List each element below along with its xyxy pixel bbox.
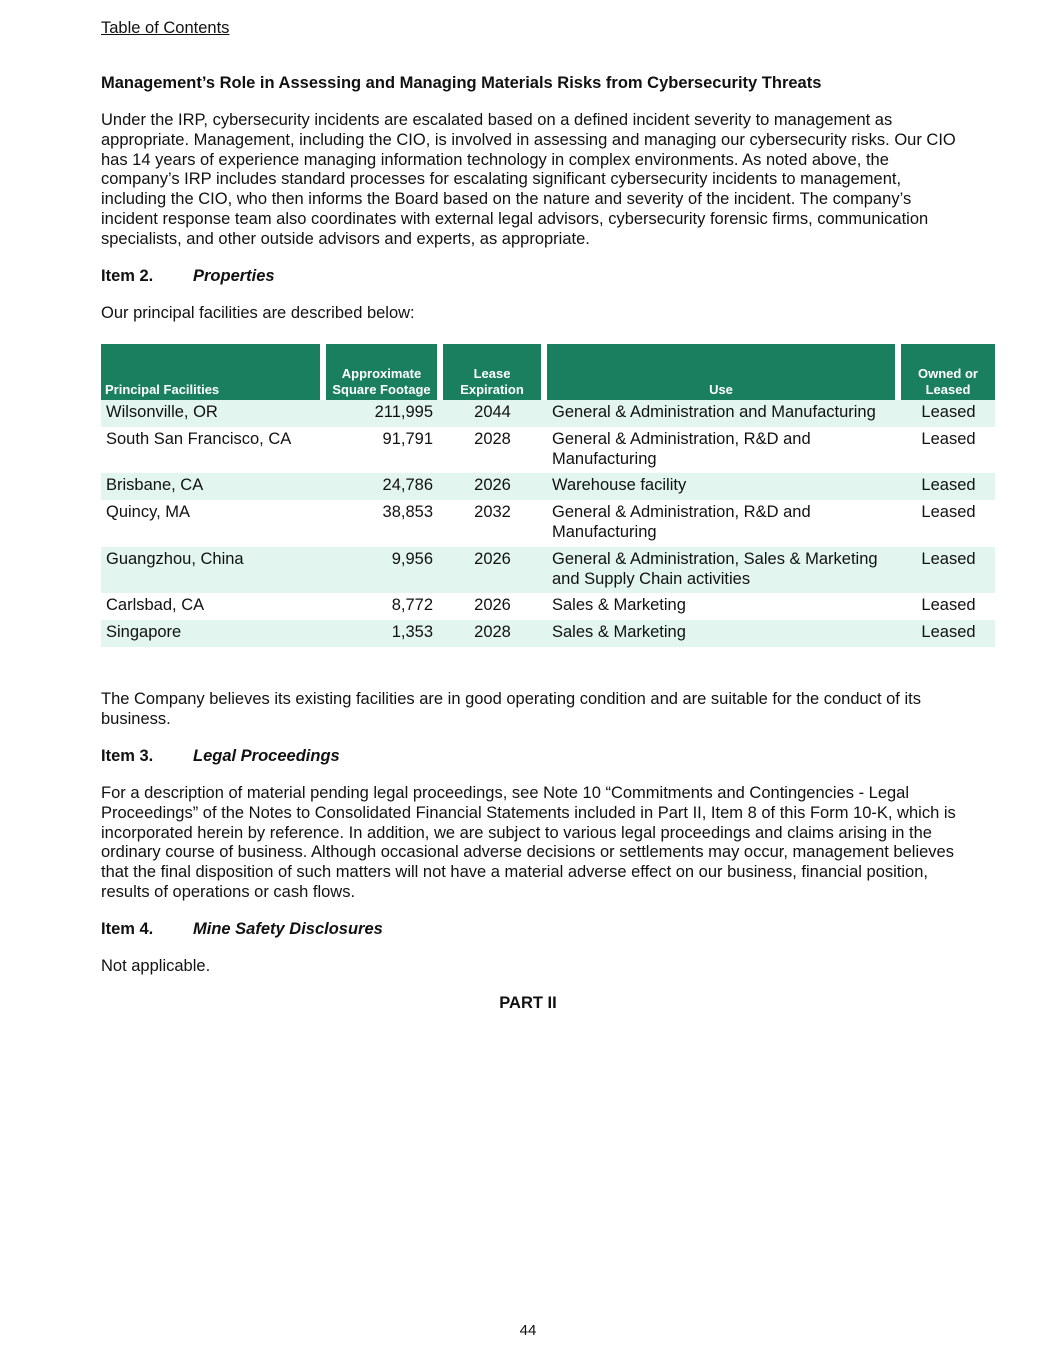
table-row [101,400,995,427]
use-cell: General & Administration, R&D and Manufacturing [552,503,811,541]
sqft-cell: 8,772 [391,596,433,615]
use-cell: General & Administration, R&D and Manufacturing [552,429,811,468]
item-4-heading [101,920,383,939]
management-role-paragraph: Under the IRP, cybersecurity incidents are escalated based on a defined incident severity to management as appropriate. Management, including the CIO, is involved in assessing and managing our cybersecurity risks. Our CIO has 14 years of experience managing information technology in complex environments. As noted above, the company’s IRP includes standard processes for escalating significant cybersecurity incidents to management, including the CIO, who then informs the Board based on the nature and severity of the incident. The company’s incident response team also coordinates with external legal advisors, cybersecurity forensic firms, communication specialists, and other outside advisors and experts, as appropriate. [101,111,956,248]
facility-cell: Guangzhou, China [101,547,326,594]
sqft-cell: 1,353 [326,620,443,647]
owned-cell: Leased [901,620,995,647]
sqft-cell: 38,853 [382,503,433,522]
column-header-facilities: Principal Facilities [101,344,326,400]
column-header-use: Use [547,344,901,400]
expiration-cell: 2044 [443,400,547,427]
use-cell: General & Administration and Manufacturing [547,400,901,427]
management-role-heading: Management’s Role in Assessing and Managing Materials Risks from Cybersecurity Threats [101,74,822,92]
owned-cell: Leased [901,400,995,427]
item-title: Mine Safety Disclosures [193,920,383,938]
owned-cell: Leased [921,596,976,615]
table-row [101,620,995,647]
facility-cell: Singapore [101,620,326,647]
expiration-cell: 2026 [443,473,547,500]
use-cell: Warehouse facility [547,473,901,500]
table-of-contents-link[interactable]: Table of Contents [101,19,230,37]
expiration-cell: 2032 [474,503,511,522]
facility-cell: Carlsbad, CA [106,596,205,615]
legal-proceedings-paragraph: For a description of material pending legal proceedings, see Note 10 “Commitments and Contingencies - Legal Proceedings” of the Notes to Consolidated Financial Statements included in Part II, Item 8 of this Form 10-K, which is incorporated herein by reference. In addition, we are subject to various legal proceedings and claims arising in the ordinary course of business. Although occasional adverse decisions or settlements may occur, management believes that the final disposition of such matters will not have a material adverse effect on our business, financial position, results of operations or cash flows. [101,784,956,901]
owned-cell: Leased [901,473,995,500]
use-cell: General & Administration, Sales & Marketing and Supply Chain activities [547,547,901,594]
facility-cell: Quincy, MA [106,503,191,522]
expiration-cell: 2028 [443,620,547,647]
column-header-lease-expiration: Lease Expiration [443,344,547,400]
item-number: Item 3. [101,747,154,765]
column-header-square-footage: Approximate Square Footage [326,344,443,400]
owned-cell: Leased [901,547,995,594]
sqft-cell: 211,995 [326,400,443,427]
part-heading: PART II [499,994,557,1012]
item-number: Item 4. [101,920,154,938]
use-cell: Sales & Marketing [547,620,901,647]
expiration-cell: 2026 [474,596,511,615]
facility-cell: South San Francisco, CA [106,429,292,448]
facility-cell: Brisbane, CA [101,473,326,500]
table-row [101,427,995,474]
sqft-cell: 9,956 [326,547,443,594]
facilities-condition-paragraph: The Company believes its existing facilities are in good operating condition and are suitable for the conduct of its business. [101,690,921,728]
item-title: Properties [193,267,275,285]
facility-cell: Wilsonville, OR [101,400,326,427]
item-3-heading [101,747,340,766]
owned-cell: Leased [921,429,976,448]
facilities-table [101,344,995,647]
column-header-owned-or-leased: Owned or Leased [901,344,995,400]
item-2-heading [101,267,275,286]
owned-cell: Leased [921,503,976,522]
sqft-cell: 91,791 [382,429,433,448]
mine-safety-paragraph: Not applicable. [101,957,211,975]
table-row [101,593,995,620]
table-row [101,473,995,500]
item-title: Legal Proceedings [193,747,340,765]
item-number: Item 2. [101,267,154,285]
expiration-cell: 2028 [474,429,511,448]
table-header-row [101,344,995,400]
use-cell: Sales & Marketing [552,596,686,615]
table-row [101,500,995,547]
sqft-cell: 24,786 [326,473,443,500]
expiration-cell: 2026 [443,547,547,594]
table-row [101,547,995,594]
facilities-intro: Our principal facilities are described below: [101,304,415,322]
page-number: 44 [519,1322,537,1339]
